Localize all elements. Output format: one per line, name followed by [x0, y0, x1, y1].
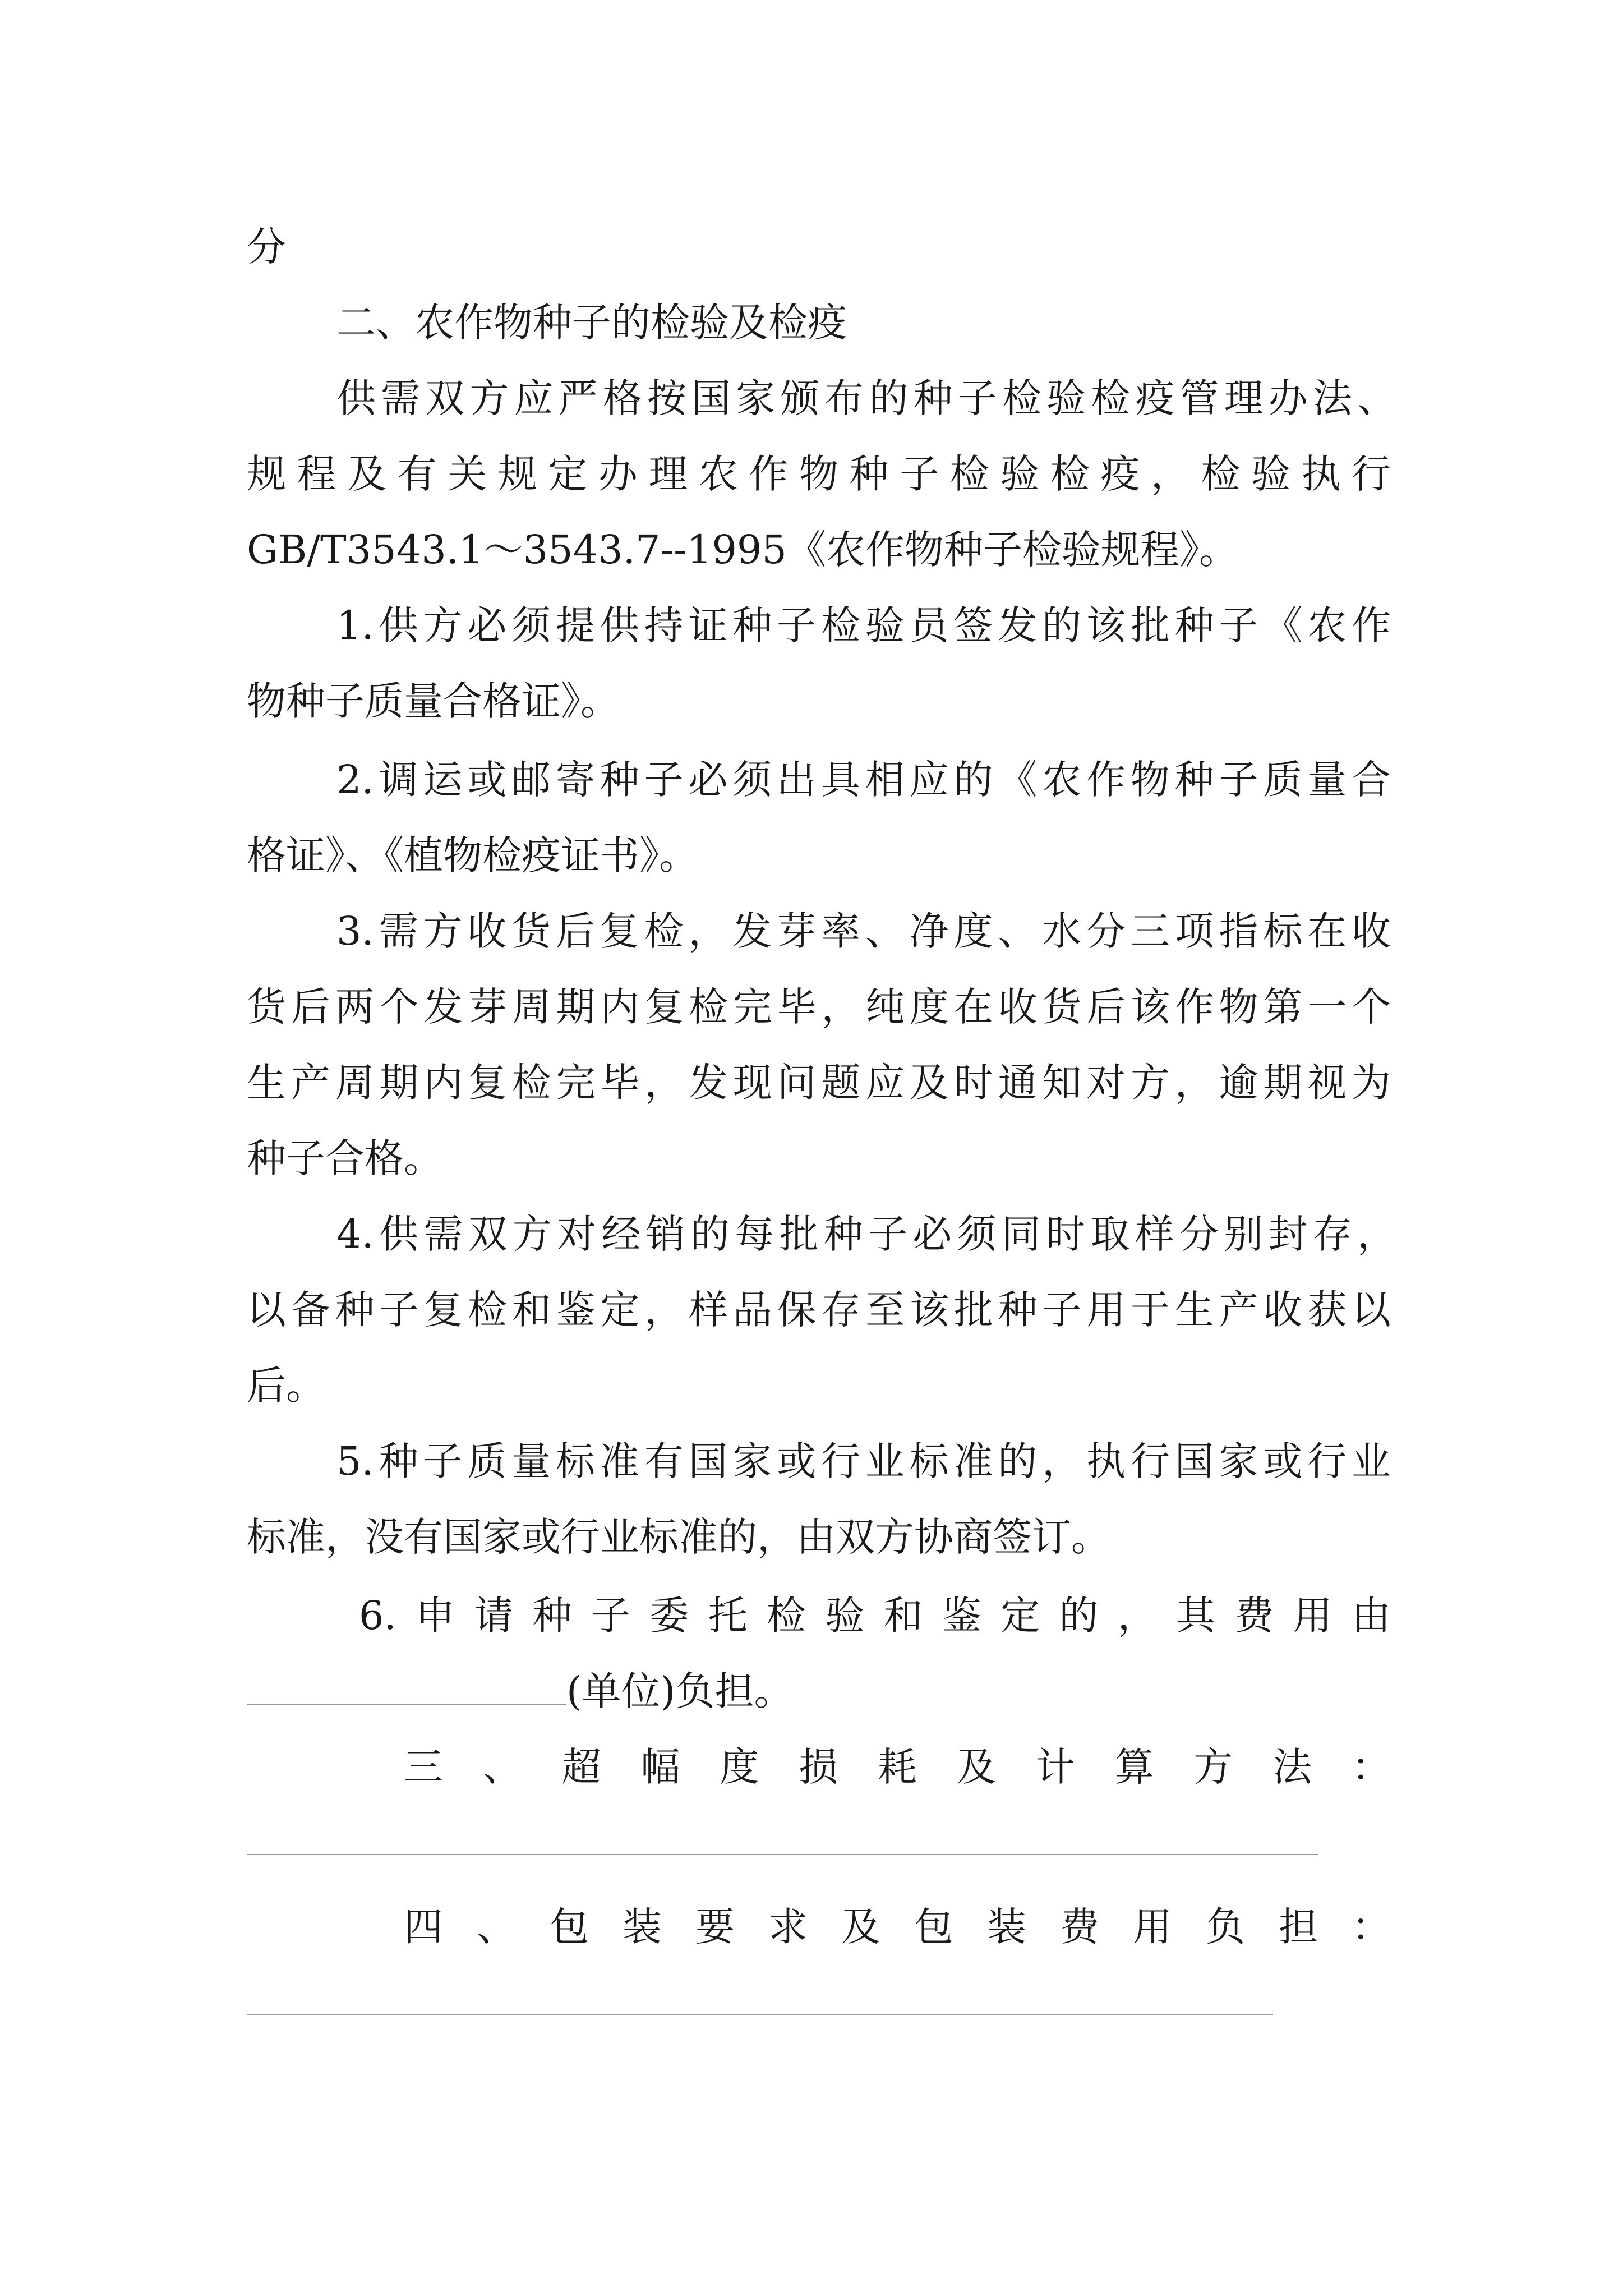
list-item-6-tail: (单位)负担。 — [566, 1668, 794, 1714]
list-item-2: 2.调运或邮寄种子必须出具相应的《农作物种子质量合 — [336, 757, 1391, 803]
blank-fill-line[interactable] — [247, 2014, 1273, 2015]
list-item-3: 3.需方收货后复检，发芽率、净度、水分三项指标在收 — [336, 908, 1391, 954]
section-heading-packaging: 四、包装要求及包装费用负担： — [404, 1904, 1391, 1950]
list-item-5-cont: 标准，没有国家或行业标准的，由双方协商签订。 — [247, 1514, 1110, 1560]
list-item-4: 4.供需双方对经销的每批种子必须同时取样分别封存， — [336, 1211, 1396, 1257]
continuation-text: 分 — [247, 224, 286, 270]
paragraph-line: 规程及有关规定办理农作物种子检验检疫，检验执行 — [247, 451, 1391, 497]
list-item-6-cont — [247, 1663, 1391, 1719]
list-item-3-cont: 生产周期内复检完毕，发现问题应及时通知对方，逾期视为 — [247, 1060, 1391, 1106]
list-item-1-cont: 物种子质量合格证》。 — [247, 678, 620, 724]
section-heading-inspection: 二、农作物种子的检验及检疫 — [336, 300, 847, 346]
list-item-2-cont: 格证》、《植物检疫证书》。 — [247, 832, 698, 878]
list-item-6: 6.申请种子委托检验和鉴定的，其费用由 — [359, 1593, 1391, 1639]
paragraph-line: GB/T3543.1～3543.7--1995《农作物种子检验规程》。 — [247, 527, 1238, 573]
blank-fill-line[interactable] — [247, 1664, 566, 1705]
section-heading-loss: 三、超幅度损耗及计算方法： — [404, 1744, 1391, 1790]
list-item-1: 1.供方必须提供持证种子检验员签发的该批种子《农作 — [336, 602, 1391, 648]
blank-fill-line[interactable] — [247, 1854, 1318, 1855]
list-item-5: 5.种子质量标准有国家或行业标准的，执行国家或行业 — [336, 1438, 1391, 1484]
paragraph-line: 供需双方应严格按国家颁布的种子检验检疫管理办法、 — [336, 375, 1396, 421]
list-item-4-cont: 以备种子复检和鉴定，样品保存至该批种子用于生产收获以 — [247, 1287, 1391, 1333]
list-item-3-cont: 货后两个发芽周期内复检完毕，纯度在收货后该作物第一个 — [247, 984, 1391, 1030]
list-item-4-cont: 后。 — [247, 1363, 325, 1409]
list-item-3-cont: 种子合格。 — [247, 1135, 443, 1181]
